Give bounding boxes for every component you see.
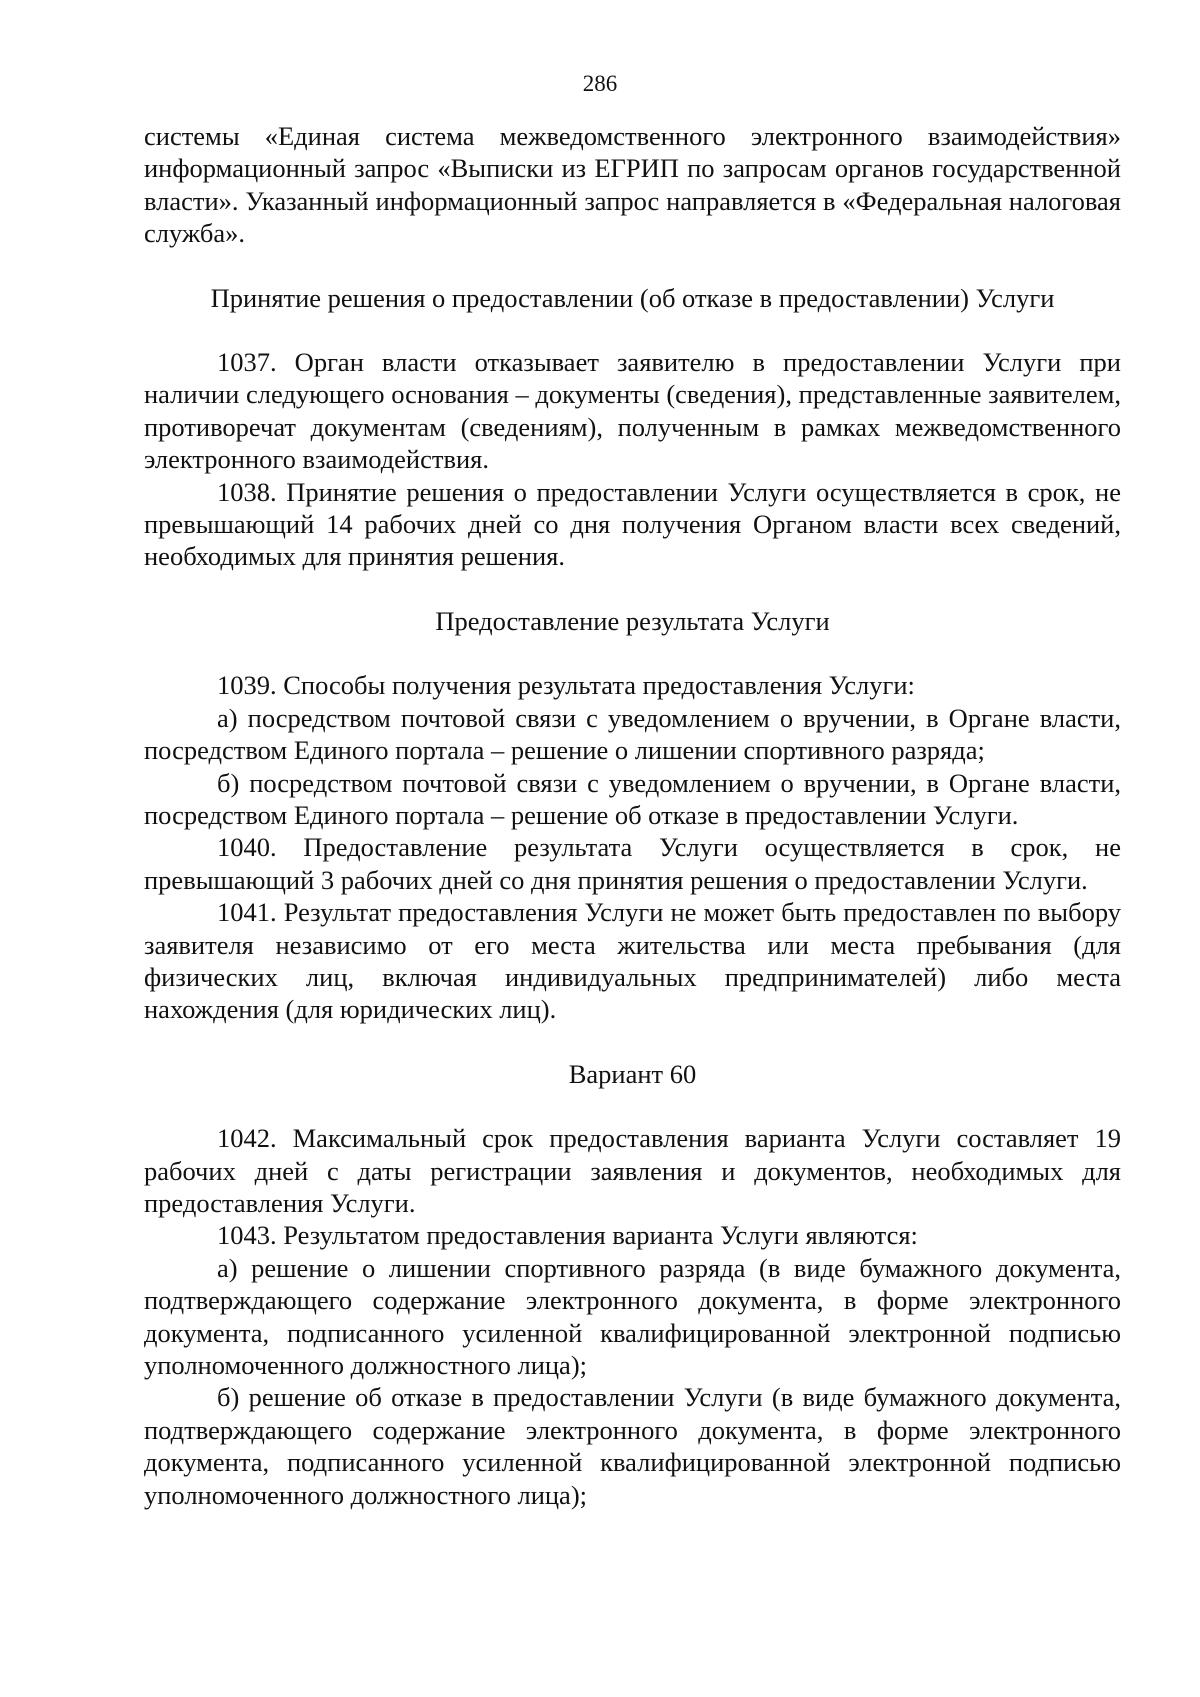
- paragraph-1037: 1037. Орган власти отказывает заявителю в предоставлении Услуги при наличии следующего основания – документы (сведения), представленные заявителем, противоречат документам (сведениям), полученным в рамках межведомственного электронного взаимодействия.: [144, 347, 1121, 475]
- list-item-a: а) посредством почтовой связи с уведомлением о вручении, в Органе власти, посредством Единого портала – решение о лишении спортивного разряда;: [144, 702, 1121, 766]
- intro-paragraph: системы «Единая система межведомственного электронного взаимодействия» информационный запрос «Выписки из ЕГРИП по запросам органов государственной власти». Указанный информационный запрос направляется в «Федеральная налоговая служба».: [144, 121, 1121, 249]
- document-body: [144, 120, 1121, 1511]
- paragraph-1043: 1043. Результатом предоставления варианта Услуги являются:: [217, 1220, 918, 1251]
- paragraph-1040: 1040. Предоставление результата Услуги осуществляется в срок, не превышающий 3 рабочих дней со дня принятия решения о предоставлении Услуги.: [144, 832, 1121, 895]
- page-number: 286: [582, 71, 618, 96]
- paragraph-1039: 1039. Способы получения результата предоставления Услуги:: [217, 670, 915, 701]
- list-item-b: б) посредством почтовой связи с уведомлением о вручении, в Органе власти, посредством Единого портала – решение об отказе в предоставлении Услуги.: [144, 767, 1121, 830]
- result-item-a: а) решение о лишении спортивного разряда (в виде бумажного документа, подтверждающего содержание электронного документа, в форме электронного документа, подписанного усиленной квалифицированной электронной подписью уполномоченного должностного лица);: [144, 1252, 1121, 1380]
- paragraph-1041: 1041. Результат предоставления Услуги не может быть предоставлен по выбору заявителя независимо от его места жительства или места пребывания (для физических лиц, включая индивидуальных предпринимателей) либо места нахождения (для юридических лиц).: [144, 897, 1121, 1025]
- result-item-b: б) решение об отказе в предоставлении Услуги (в виде бумажного документа, подтверждающего содержание электронного документа, в форме электронного документа, подписанного усиленной квалифицированной электронной подписью уполномоченного должностного лица);: [144, 1382, 1121, 1510]
- section-result: [144, 605, 1121, 1026]
- section-heading-variant: Вариант 60: [568, 1058, 697, 1089]
- section-heading-decision: Принятие решения о предоставлении (об отказе в предоставлении) Услуги: [210, 282, 1055, 313]
- section-decision: [144, 282, 1121, 573]
- section-variant: [144, 1058, 1121, 1511]
- paragraph-1042: 1042. Максимальный срок предоставления варианта Услуги составляет 19 рабочих дней с даты регистрации заявления и документов, необходимых для предоставления Услуги.: [144, 1123, 1121, 1218]
- section-heading-result: Предоставление результата Услуги: [435, 605, 830, 636]
- paragraph-1038: 1038. Принятие решения о предоставлении Услуги осуществляется в срок, не превышающий 14 рабочих дней со дня получения Органом власти всех сведений, необходимых для принятия решения.: [144, 476, 1121, 572]
